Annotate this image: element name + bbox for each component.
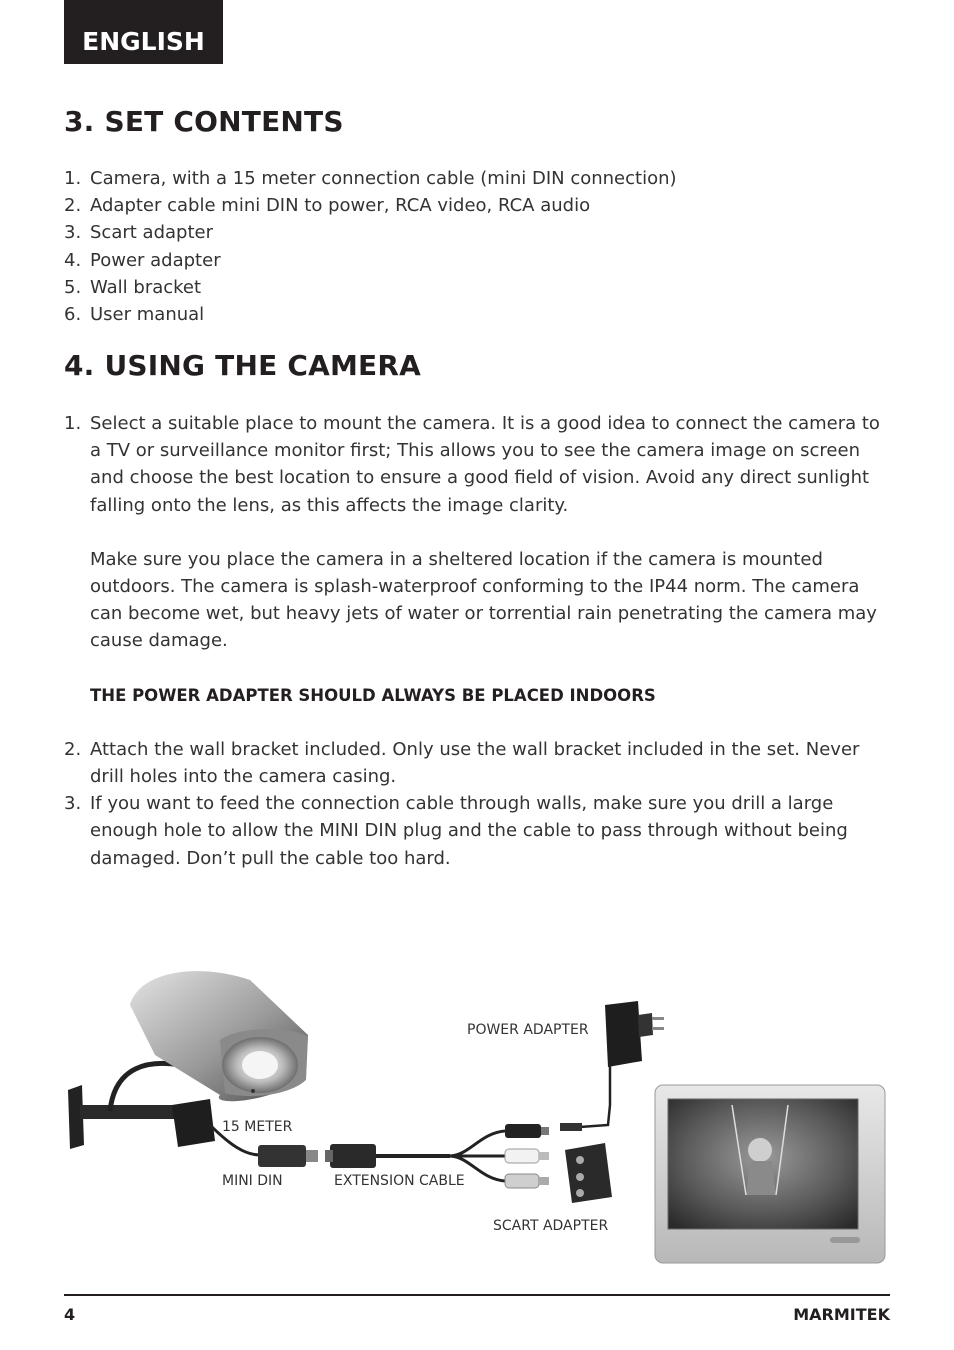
list-item: 6. User manual [64,304,205,326]
list-item: 4. Power adapter [64,249,221,271]
set-contents-list [64,165,894,328]
section-title-using-camera: 4. USING THE CAMERA [64,349,421,382]
language-label: ENGLISH [82,27,205,56]
section-title-set-contents: 3. SET CONTENTS [64,105,344,138]
list-item: 5. Wall bracket [64,276,202,298]
using-camera-list [64,410,894,872]
camera-icon [130,971,308,1101]
meter-label: 15 METER [222,1119,293,1135]
connection-diagram [60,965,900,1270]
list-item: 1. Camera, with a 15 meter connection cable (mini DIN connection) [64,168,677,189]
list-item: 2. Adapter cable mini DIN to power, RCA video, RCA audio [64,195,591,217]
power-plug-icon [505,1124,549,1138]
rca-audio-plug-icon [505,1174,549,1188]
rca-video-plug-icon [505,1149,549,1163]
warning-text: THE POWER ADAPTER SHOULD ALWAYS BE PLACED INDOORS [90,685,656,705]
brand-name: MARMITEK [793,1305,890,1324]
page-number: 4 [64,1305,76,1324]
list-item: 3. If you want to feed the connection cable through walls, make sure you drill a large enough hole to allow the MINI DIN plug and the cable to pass through without being damaged. Don’t pull the cable too hard. [64,793,848,869]
connection-illustration [60,965,900,1270]
list-item: 1. Select a suitable place to mount the camera. It is a good idea to connect the camera to a TV or surveillance monitor first; This allows you to see the camera image on screen and choose the best location to ensure a good field of vision. Avoid any direct sunlight falling onto the lens, as this affects the image clarity. Make sure you place the camera in a sheltered location if the camera is mounted outdoors. The camera is splash-waterproof conforming to the IP44 norm. The camera can become wet, but heavy jets of water or torrential rain penetrating the camera may cause damage. THE POWER ADAPTER SHOULD ALWAYS BE PLACED INDOORS [64,410,894,736]
paragraph: Select a suitable place to mount the camera. It is a good idea to connect the camera to a TV or surveillance monitor first; This allows you to see the camera image on screen and choose the best location to ensure a good field of vision. Avoid any direct sunlight falling onto the lens, as this affects the image clarity. [90,413,880,516]
extension-cable-connector-icon [325,1144,450,1168]
list-item: 2. Attach the wall bracket included. Only use the wall bracket included in the set. Never drill holes into the camera casing. [64,738,860,788]
list-item: 3. Scart adapter [64,222,213,244]
mini-din-label: MINI DIN [222,1173,283,1189]
extension-cable-label: EXTENSION CABLE [334,1173,465,1189]
power-adapter-icon [560,1001,664,1131]
tv-monitor-icon [655,1085,885,1263]
paragraph: Make sure you place the camera in a sheltered location if the camera is mounted outdoors. The camera is splash-waterproof conforming to the IP44 norm. The camera can become wet, but heavy jets of water or torrential rain penetrating the camera may cause damage. [90,548,877,652]
language-tab [64,0,223,64]
scart-adapter-label: SCART ADAPTER [493,1218,609,1234]
mini-din-plug-icon [258,1145,318,1167]
scart-adapter-icon [565,1143,612,1203]
power-adapter-label: POWER ADAPTER [467,1022,589,1038]
footer-divider [64,1294,890,1296]
